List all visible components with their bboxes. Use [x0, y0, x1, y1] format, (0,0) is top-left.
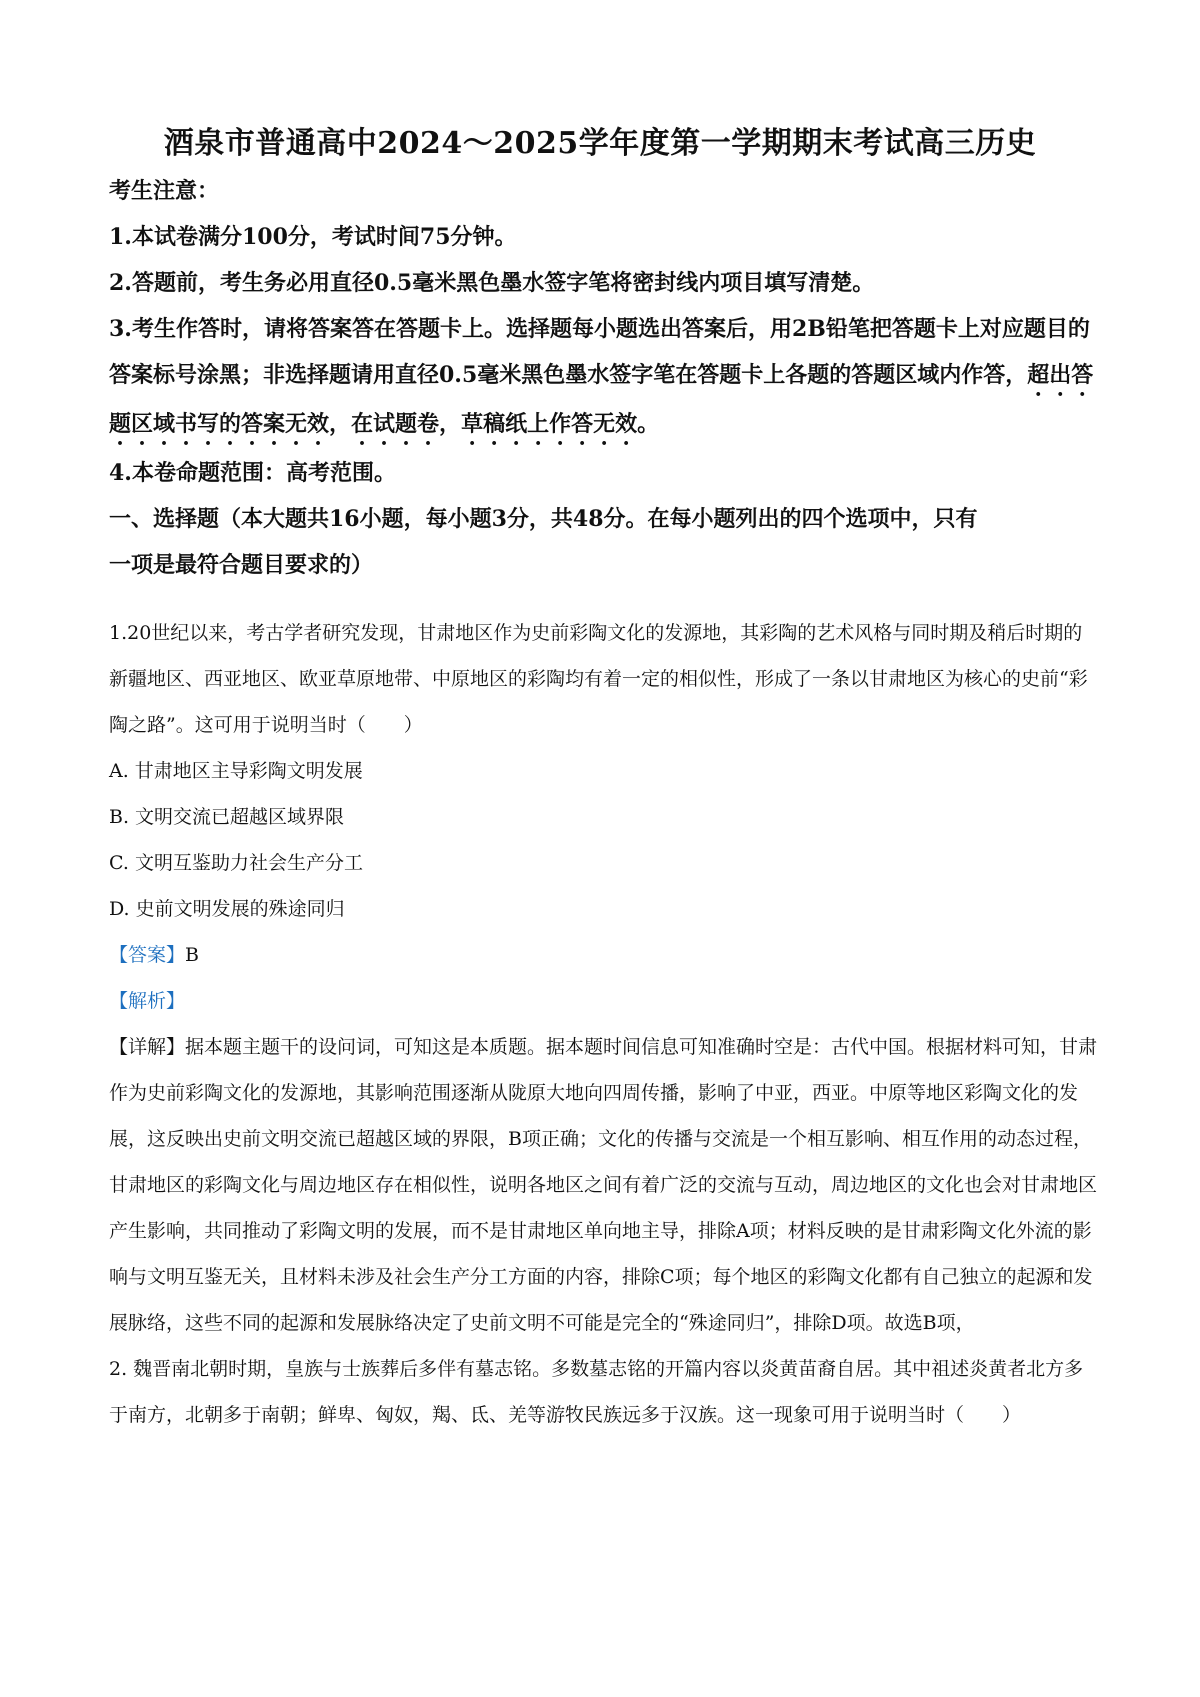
question-1-detail: 【详解】据本题主题干的设问词，可知这是本质题。据本题时间信息可知准确时空是：古代中国。根据材料可知，甘肃作为史前彩陶文化的发源地，其影响范围逐渐从陇原大地向四周传播，影响了中亚，西亚。中原等地区彩陶文化的发展，这反映出史前文明交流已超越区域的界限，B项正确；文化的传播与交流是一个相互影响、相互作用的动态过程，甘肃地区的彩陶文化与周边地区存在相似性，说明各地区之间有着广泛的交流与互动，周边地区的文化也会对甘肃地区产生影响，共同推动了彩陶文明的发展，而不是甘肃地区单向地主导，排除A项；材料反映的是甘肃彩陶文化外流的影响与文明互鉴无关，且材料未涉及社会生产分工方面的内容，排除C项；每个地区的彩陶文化都有自己独立的起源和发展脉络，这些不同的起源和发展脉络决定了史前文明不可能是完全的“殊途同归”，排除D项。故选B项， [109, 1036, 1098, 1334]
section-heading-line-2: 一项是最符合题目要求的） [109, 552, 374, 578]
notice-item-4: 4.本卷命题范围：高考范围。 [109, 460, 396, 486]
notice-item-3-emphasis-3: 草稿纸上作答无效 [461, 411, 638, 437]
question-1-option-b: B. 文明交流已超越区域界限 [109, 806, 345, 828]
question-1-answer [109, 932, 1099, 978]
notice-item-3-emphasis-2: 在试题卷 [351, 411, 440, 437]
notice-item-2: 2.答题前，考生务必用直径0.5毫米黑色墨水签字笔将密封线内项目填写清楚。 [109, 270, 875, 296]
question-1-option-d: D. 史前文明发展的殊途同归 [109, 898, 345, 920]
notice-item-1: 1.本试卷满分100分，考试时间75分钟。 [109, 224, 517, 250]
notice-item-3 [109, 306, 1099, 450]
question-1-option-c: C. 文明互鉴助力社会生产分工 [109, 852, 363, 874]
answer-value: B [185, 944, 199, 966]
notice-item-3-end: 。 [637, 411, 660, 437]
question-1-stem: 1.20世纪以来，考古学者研究发现，甘肃地区作为史前彩陶文化的发源地，其彩陶的艺术风格与同时期及稍后时期的新疆地区、西亚地区、欧亚草原地带、中原地区的彩陶均有着一定的相似性，形成了一条以甘肃地区为核心的史前“彩陶之路”。这可用于说明当时（ ） [109, 622, 1088, 736]
analysis-label: 【解析】 [109, 990, 186, 1012]
section-heading-line-1: 一、选择题（本大题共16小题，每小题3分，共48分。在每小题列出的四个选项中，只有 [109, 506, 978, 532]
page-title: 酒泉市普通高中2024～2025学年度第一学期期末考试高三历史 [163, 126, 1037, 161]
notice-item-3-text: 3.考生作答时，请将答案答在答题卡上。选择题每小题选出答案后，用2B铅笔把答题卡上对应题目的答案标号涂黑；非选择题请用直径0.5毫米黑色墨水签字笔在答题卡上各题的答题区域内作答， [109, 316, 1090, 388]
question-1 [109, 610, 1099, 1438]
answer-label: 【答案】 [109, 944, 186, 966]
question-1-option-a: A. 甘肃地区主导彩陶文明发展 [109, 760, 363, 782]
notice-item-3-emphasis-1: 超出答题区域书写的答案无效 [109, 362, 1094, 437]
notice-item-3-comma-2: ， [439, 411, 462, 437]
question-2-stem: 2. 魏晋南北朝时期，皇族与士族葬后多伴有墓志铭。多数墓志铭的开篇内容以炎黄苗裔自居。其中祖述炎黄者北方多于南方，北朝多于南朝；鲜卑、匈奴，羯、氐、羌等游牧民族远多于汉族。这一现象可用于说明当时（ ） [109, 1358, 1084, 1426]
notice-heading: 考生注意： [109, 178, 220, 204]
exam-notice [109, 168, 1099, 588]
notice-item-3-comma-1: ， [329, 411, 352, 437]
